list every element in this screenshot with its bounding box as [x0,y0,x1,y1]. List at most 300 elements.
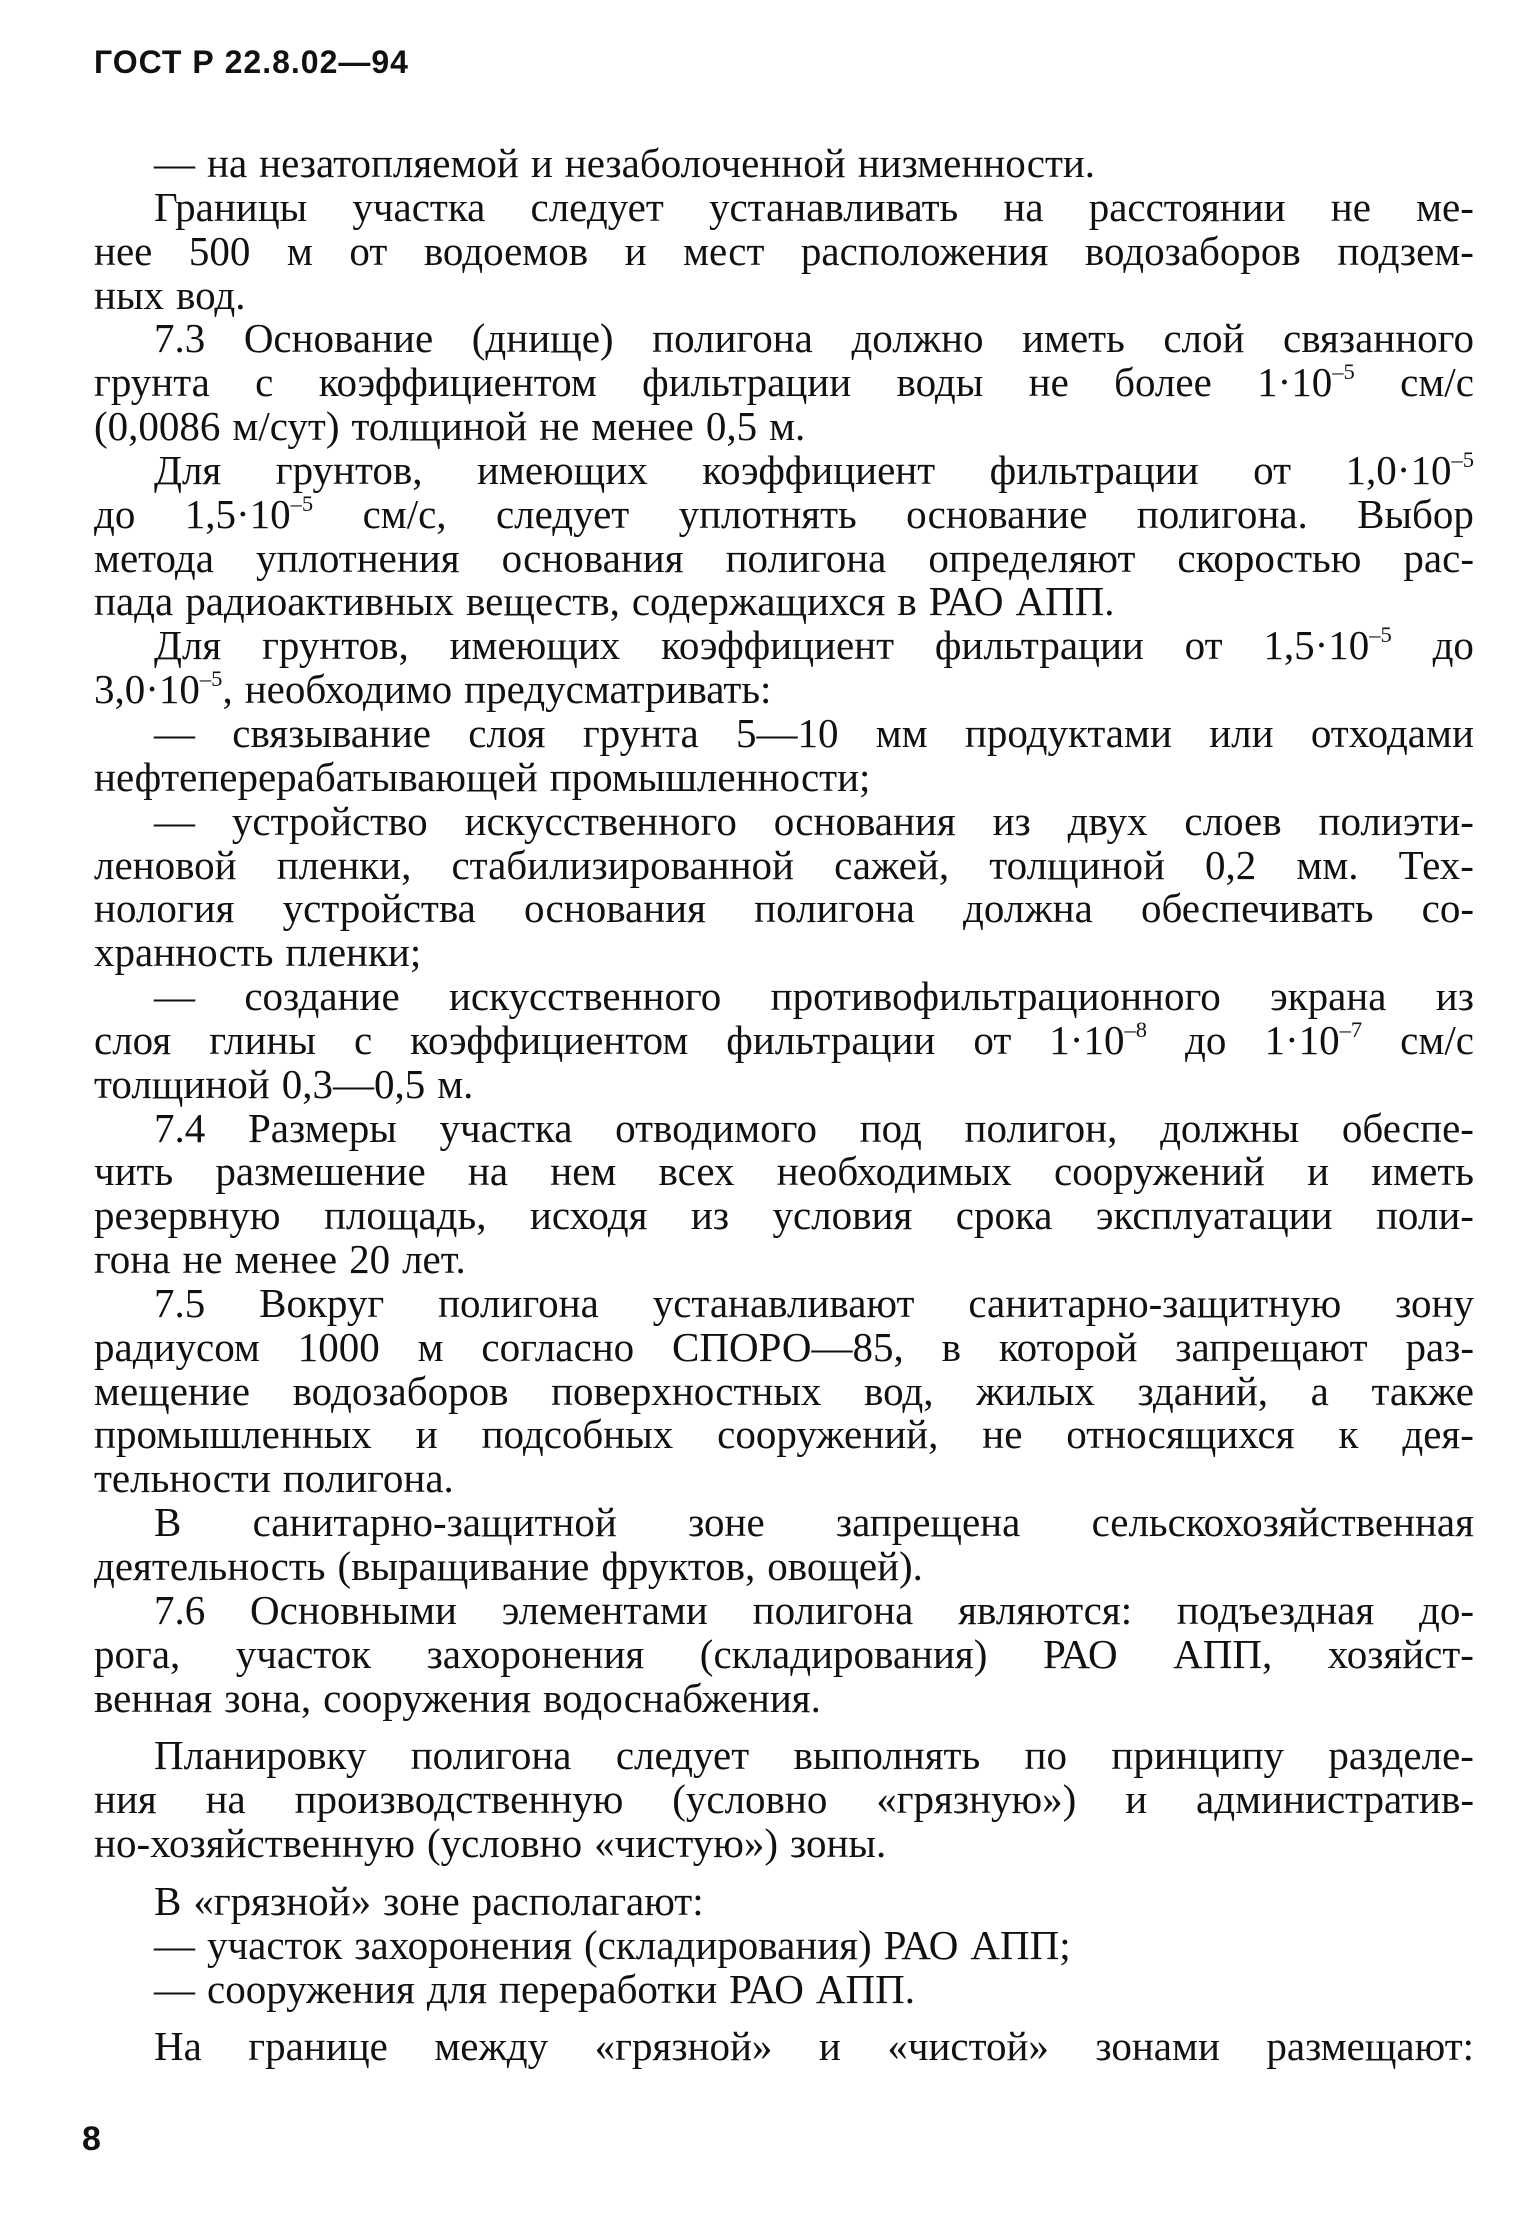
word: границе [248,2023,388,2070]
word: В [154,1877,182,1924]
word: мм. [1296,841,1359,888]
text-line [94,317,1474,361]
word: м. [437,1060,474,1107]
text-line [94,1413,1474,1457]
word: условия [772,1192,913,1239]
word: санитарно-защитной [252,1499,617,1546]
text-line [94,1674,1474,1721]
word: экрана [1270,973,1387,1020]
word: — [154,1921,195,1968]
text-line [94,1279,1474,1326]
text-line [94,183,1474,230]
word: зона, [224,1674,312,1721]
word: следует [530,183,664,230]
word: Для [154,446,222,493]
word: не [539,403,580,450]
word: подсобных [481,1411,674,1458]
word: от [1184,622,1223,669]
text-line [94,1016,1474,1063]
text-line [94,1501,1474,1545]
word: чить [94,1148,174,1195]
word: Для [154,622,222,669]
word: двух [1067,797,1148,844]
word: 0,3—0,5 [281,1060,426,1107]
word: см/с [1400,1016,1474,1063]
word: полигона [438,1279,599,1326]
word: содержащихся [631,578,886,625]
word: зданий, [1137,1367,1269,1414]
word: сельскохозяйственная [1091,1499,1474,1546]
word: полигона [754,885,915,932]
word: зоне [383,1877,460,1924]
word: определяют [928,534,1136,581]
word: раз- [1405,1323,1474,1370]
word: РАО [883,1921,959,1968]
word: водозаборов [292,1367,509,1414]
word: более [1114,359,1212,406]
word: РАО [1042,1630,1118,1677]
word: сажей, [834,841,950,888]
word: необходимых [776,1148,1012,1195]
word: слоя [468,709,546,756]
word: водоемов [423,227,589,274]
text-line [94,1150,1474,1194]
word: полигона [652,315,813,362]
word: и [415,1411,438,1458]
word: $1,0\cdot 10^{-5}$ [1345,446,1474,493]
word: метода [94,534,214,581]
word: связанного [1283,315,1474,362]
text-line [94,405,1474,449]
word: АПП. [1015,578,1115,625]
word: «чистую») [594,1820,779,1867]
word: незатопляемой [259,140,519,186]
word: хозяйст- [1327,1630,1474,1677]
word: подъездная [1176,1586,1375,1633]
text-line [94,841,1474,888]
word: АПП. [815,1965,915,2012]
word: (условно [672,1776,828,1823]
word: толщиной [351,403,528,450]
word: пленки, [276,841,412,888]
word: м [286,227,313,274]
word: до [94,490,136,537]
word: необходимо [244,666,453,713]
word: коэффициентом [318,359,597,406]
word: устройства [282,885,476,932]
word: имеющих [476,446,648,493]
text-line [94,446,1474,493]
text-line [94,1194,1474,1238]
word: 1000 [297,1323,380,1370]
word: также [1371,1367,1474,1414]
word: промышленных [94,1411,372,1458]
word: нее [94,227,153,274]
text-line [94,1822,1474,1866]
word: венная [94,1674,213,1721]
text-line [94,361,1474,405]
word: сооружений [1053,1148,1265,1195]
word: 7.4 [154,1104,206,1151]
word: исходя [529,1192,648,1239]
word: (днище) [471,315,614,362]
word: полигона. [1136,490,1308,537]
text-line [94,2025,1474,2069]
word: нология [94,885,235,932]
word: зоны. [790,1820,887,1867]
word: фильтрации [726,1016,936,1063]
word: м. [769,403,806,450]
word: устанавливают [652,1279,915,1326]
word: глины [209,1016,316,1063]
word: санитарно-защитную [968,1279,1342,1326]
word: мест [683,227,765,274]
word: рога, [94,1630,181,1677]
word: слоя [94,1016,172,1063]
word: поверхностных [551,1367,822,1414]
word: $3,0\cdot 10^{-5}$, [94,666,233,713]
word: Основными [250,1586,457,1633]
word: не [1330,183,1371,230]
text-line [94,1965,1474,2012]
text-line [94,227,1474,274]
word: слоев [1184,797,1282,844]
word: на [205,1776,246,1823]
text-line [94,534,1474,581]
word: фильтрации [989,446,1199,493]
word: пленки; [285,929,422,976]
word: сооружения [323,1674,531,1721]
word: уплотнения [255,534,460,581]
word: овощей). [767,1543,923,1589]
word: фруктов, [601,1543,756,1589]
word: являются: [958,1586,1133,1633]
text-line [94,797,1474,844]
word: отводимого [615,1104,817,1151]
word: 5—10 [735,709,839,756]
word: на [1003,183,1044,230]
word: — [154,797,195,844]
word: из [690,1192,730,1239]
word: полигона [725,534,887,581]
word: на [207,140,248,186]
word: 20 [349,1236,391,1283]
word: принципу [1111,1732,1285,1779]
word: радиоактивных [185,578,454,625]
word: деятельность [94,1543,326,1589]
word: не [1028,359,1069,406]
word: участок [235,1630,372,1677]
word: в [897,578,917,625]
word: продуктами [964,709,1172,756]
word: резервную [94,1192,281,1239]
word: до- [1418,1586,1474,1633]
word: всех [658,1148,735,1195]
word: от [1253,446,1292,493]
word: грунта [582,709,699,756]
text-line [94,271,1474,318]
word: стабилизированной [451,841,794,888]
word: м/сут) [232,403,340,450]
word: основания [501,534,684,581]
word: до [1185,1016,1227,1063]
word: — [154,1965,195,2012]
word: «грязную») [876,1776,1077,1823]
word: основания [773,797,956,844]
word: «грязной» [594,2023,773,2070]
word: фильтрации [934,622,1144,669]
word: поли- [1375,1192,1474,1239]
word: Размеры [247,1104,397,1151]
word: со- [1421,885,1474,932]
word: из [1435,973,1474,1020]
text-line [94,1238,1474,1282]
word: захоронения [426,1630,645,1677]
word: см/с [1400,359,1474,406]
text-line [94,624,1474,668]
word: административ- [1196,1776,1474,1823]
word: РАО [928,578,1004,625]
text-line [94,668,1474,712]
word: хранность [94,929,274,976]
word: относящихся [1066,1411,1295,1458]
word: коэффициент [661,622,895,669]
word: по [1024,1732,1067,1779]
word: Планировку [154,1732,367,1779]
word: площадь, [323,1192,487,1239]
word: устанавливать [708,183,959,230]
word: слой [1163,315,1245,362]
word: см/с, [362,490,447,537]
word: вод. [176,271,246,318]
word: и [530,140,553,186]
word: ме- [1416,183,1474,230]
word: под [859,1104,922,1151]
word: расположения [800,227,1049,274]
word: 7.3 [154,315,206,362]
word: радиусом [94,1323,260,1370]
word: Тех- [1398,841,1474,888]
text-line [94,490,1474,537]
word: на [467,1148,509,1195]
word: водоснабжения. [542,1674,821,1721]
word: 7.6 [154,1586,206,1633]
word: полиэти- [1318,797,1474,844]
word: размешение [215,1148,426,1195]
word: разделе- [1328,1732,1474,1779]
word: или [1209,709,1274,756]
page-number: 8 [82,2120,101,2158]
text-line [94,753,1474,800]
word: создание [244,973,400,1020]
text-line [94,1586,1474,1633]
word: в [941,1323,961,1370]
word: нефтеперерабатывающей [94,753,538,800]
word: и [624,227,647,274]
word: дея- [1402,1411,1474,1458]
word: мещение [94,1367,250,1414]
word: «грязной» [193,1877,372,1924]
word: переработки [499,1965,718,2012]
standard-header: ГОСТ Р 22.8.02—94 [94,44,409,80]
word: срока [955,1192,1053,1239]
word: сооружений, [717,1411,939,1458]
text-line [94,887,1474,931]
word: $1\cdot 10^{-5}$ [1257,359,1355,406]
text-line [94,1104,1474,1151]
text-line [94,1921,1474,1968]
word: скоростью [1177,534,1362,581]
word: «чистой» [887,2023,1049,2070]
word: участок [207,1921,343,1968]
word: отходами [1310,709,1474,756]
word: согласно [481,1323,635,1370]
word: следует [615,1732,750,1779]
word: к [1338,1411,1359,1458]
word: ных [94,271,164,318]
word: гона [94,1236,171,1283]
word: 0,5 [705,403,758,450]
word: но-хозяйственную [94,1820,415,1867]
word: $1\cdot 10^{-8}$ [1049,1016,1147,1063]
word: из [992,797,1031,844]
word: и [1125,1776,1148,1823]
word: полигона. [282,1455,454,1502]
word: Выбор [1357,490,1474,537]
word: (складирования) [699,1630,988,1677]
word: АПП, [1173,1630,1273,1677]
word: — [154,140,195,186]
word: — [154,709,195,756]
word: веществ, [466,578,620,625]
word: грунта [94,359,210,406]
word: 7.5 [154,1279,206,1326]
word: основания [524,885,706,932]
text-line [94,1060,1474,1107]
word: вод, [863,1367,934,1414]
word: м [417,1323,444,1370]
word: мм [875,709,928,756]
word: элементами [501,1586,708,1633]
word: иметь [1371,1148,1474,1195]
word: 0,2 [1205,841,1257,888]
text-line [94,709,1474,756]
word: полигон, [964,1104,1118,1151]
word: искусственного [448,973,722,1020]
word: с [353,1016,373,1063]
word: (0,0086 [94,403,221,450]
word: Основание [243,315,434,362]
word: должно [851,315,984,362]
word: (условно [426,1820,583,1867]
text-line [94,1323,1474,1370]
text-line [94,580,1474,624]
word: лет. [402,1236,466,1283]
word: следует [495,490,630,537]
word: (складирования) [584,1921,872,1968]
word: искусственного [464,797,737,844]
word: тельности [94,1455,271,1502]
word: На [154,2023,202,2070]
word: и [818,2023,841,2070]
word: иметь [1022,315,1125,362]
word: жилых [976,1367,1095,1414]
word: полигона [410,1732,572,1779]
word: расстоянии [1088,183,1286,230]
word: леновой [94,841,237,888]
text-line [94,1457,1474,1501]
word: зону [1395,1279,1474,1326]
word: запрещена [835,1499,1021,1546]
word: запрещают [1175,1323,1368,1370]
word: подзем- [1337,227,1474,274]
word: $1,5\cdot 10^{-5}$ [1263,622,1392,669]
text-line [94,1877,1474,1924]
word: участка [352,183,486,230]
word: должны [1160,1104,1300,1151]
word: низменности. [857,140,1096,186]
word: должна [963,885,1093,932]
word: не [982,1411,1023,1458]
word: грунтов, [262,622,409,669]
word: от [349,227,388,274]
word: $1,5\cdot 10^{-5}$ [184,490,314,537]
word: СПОРО—85, [672,1323,904,1370]
text-line [94,142,1474,186]
word: не [182,1236,223,1283]
word: для [426,1965,488,2012]
word: толщиной [989,841,1165,888]
word: и [1307,1148,1330,1195]
word: воды [896,359,984,406]
text-line [94,1630,1474,1677]
word: фильтрации [642,359,852,406]
word: незаболоченной [564,140,846,186]
word: располагают: [471,1877,704,1924]
word: участка [439,1104,573,1151]
word: 500 [188,227,251,274]
word: основание [906,490,1088,537]
text-line [94,1734,1474,1778]
word: которой [998,1323,1138,1370]
word: предусматривать: [464,666,772,713]
word: грунтов, [275,446,423,493]
text-line [94,931,1474,975]
word: рас- [1403,534,1474,581]
word: с [255,359,274,406]
word: обеспечивать [1140,885,1374,932]
word: коэффициент [702,446,936,493]
word: производственную [294,1776,624,1823]
word: менее [234,1236,338,1283]
text-line [94,975,1474,1019]
word: от [973,1016,1012,1063]
word: а [1310,1367,1329,1414]
word: В [154,1499,182,1546]
word: Границы [154,183,308,230]
word: связывание [232,709,431,756]
word: уплотнять [678,490,857,537]
word: зонами [1095,2023,1220,2070]
word: (выращивание [337,1543,590,1589]
word: Вокруг [259,1279,385,1326]
word: $1\cdot 10^{-7}$ [1264,1016,1363,1063]
word: сооружения [207,1965,415,2012]
word: — [154,973,195,1020]
word: менее [591,403,694,450]
word: промышленности; [549,753,871,800]
word: нем [550,1148,617,1195]
